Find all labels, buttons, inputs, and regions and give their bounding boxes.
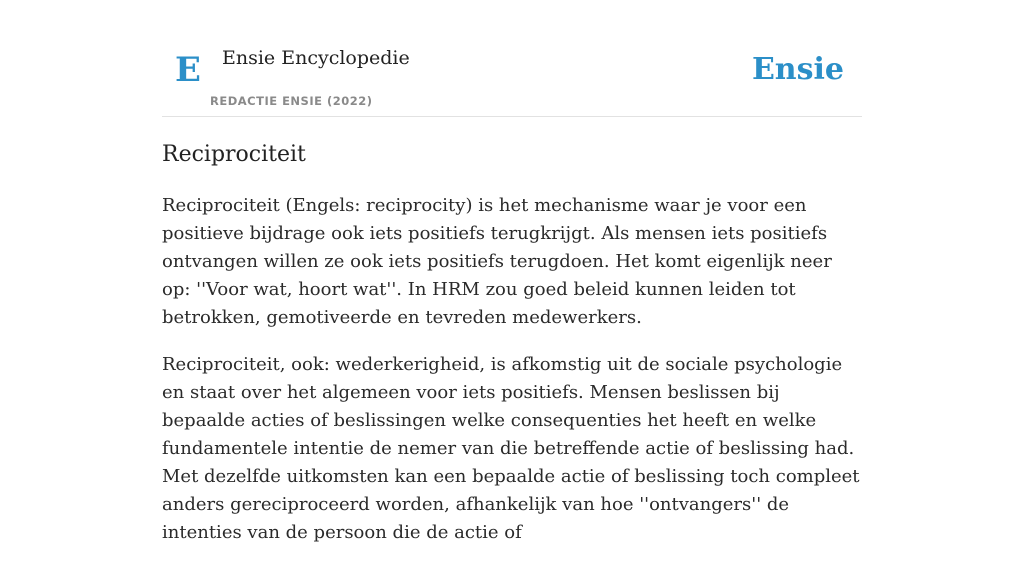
author-byline: REDACTIE ENSIE (2022) <box>210 94 373 108</box>
article-paragraph: Reciprociteit, ook: wederkerigheid, is afkomstig uit de sociale psychologie en staat over het algemeen voor iets positiefs. Mensen beslissen bij bepaalde acties of beslissingen welke consequenties het heeft en welke fundamentele intentie de nemer van die betreffende actie of beslissing had. Met dezelfde uitkomsten kan een bepaalde actie of beslissing toch compleet anders gereciproceerd worden, afhankelijk van hoe ''ontvangers'' de intenties van de persoon die de actie of <box>162 354 860 543</box>
header <box>162 0 862 117</box>
article-title: Reciprociteit <box>162 142 306 167</box>
ensie-logo-icon[interactable]: E <box>175 50 201 90</box>
article-paragraph: Reciprociteit (Engels: reciprocity) is het mechanisme waar je voor een positieve bijdrage ook iets positiefs terugkrijgt. Als mensen iets positiefs ontvangen willen ze ook iets positiefs terugdoen. Het komt eigenlijk neer op: ''Voor wat, hoort wat''. In HRM zou goed beleid kunnen leiden tot betrokken, gemotiveerde en tevreden medewerkers. <box>162 195 832 328</box>
site-title[interactable]: Ensie Encyclopedie <box>222 47 410 69</box>
brand-logo[interactable]: Ensie <box>751 52 844 87</box>
article-body <box>162 192 862 566</box>
